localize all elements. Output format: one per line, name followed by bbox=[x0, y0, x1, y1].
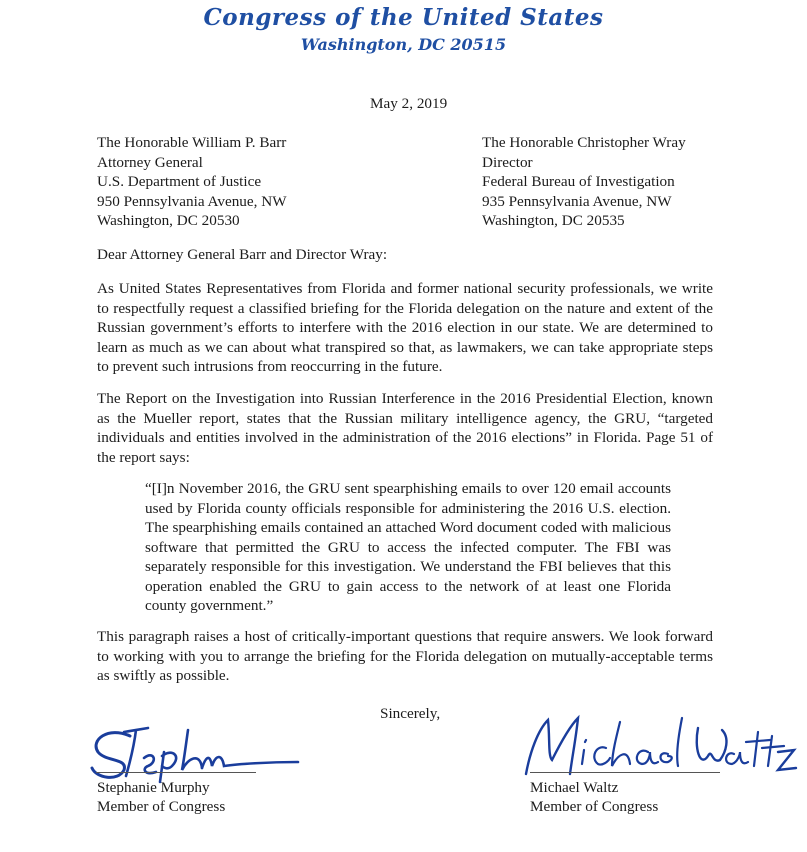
recipient-line: The Honorable Christopher Wray bbox=[482, 134, 686, 151]
letter-date: May 2, 2019 bbox=[370, 95, 448, 112]
signature-waltz bbox=[508, 708, 800, 788]
recipient-block-right bbox=[482, 133, 686, 231]
body-paragraph-2: The Report on the Investigation into Russian Interference in the 2016 Presidential Election, known as the Mueller report, states that the Russian military intelligence agency, the GRU, “targeted individuals and entities involved in the administration of the 2016 elections” in Florida. Page 51 of the report says: bbox=[97, 390, 713, 466]
body-paragraph-1: As United States Representatives from Florida and former national security professionals, we write to respectfully request a classified briefing for the Florida delegation on the nature and extent of the Russian government’s efforts to interfere with the 2016 election in our state. We are determined to learn as much as we can about what transpired so that, as lawmakers, we can take appropriate steps to prevent such intrusions from reoccurring in the future. bbox=[97, 280, 713, 375]
signature-line-waltz bbox=[530, 772, 720, 773]
recipient-line: The Honorable William P. Barr bbox=[97, 134, 287, 151]
signatory-name-murphy: Stephanie Murphy bbox=[97, 779, 210, 796]
recipient-line: U.S. Department of Justice bbox=[97, 173, 262, 190]
signatory-name-waltz: Michael Waltz bbox=[530, 779, 619, 796]
recipient-line: 950 Pennsylvania Avenue, NW bbox=[97, 192, 287, 210]
recipient-line: Washington, DC 20535 bbox=[482, 212, 625, 229]
salutation: Dear Attorney General Barr and Director Wray: bbox=[97, 246, 388, 263]
recipient-line: Federal Bureau of Investigation bbox=[482, 173, 675, 190]
signoff: Sincerely, bbox=[380, 705, 441, 722]
recipient-line: Washington, DC 20530 bbox=[97, 212, 240, 229]
block-quote: “[I]n November 2016, the GRU sent spearphishing emails to over 120 email accounts used by Florida county officials responsible for administering the 2016 U.S. election. The spearphishing emails contained an attached Word document coded with malicious software that permitted the GRU to access the infected computer. The FBI was separately responsible for this investigation. We understand the FBI believes that this operation enabled the GRU to gain access to the network of at least one Florida county government.” bbox=[145, 480, 671, 614]
letterhead-subtitle: Washington, DC 20515 bbox=[300, 35, 507, 54]
signature-line-murphy bbox=[96, 772, 256, 773]
recipient-line: 935 Pennsylvania Avenue, NW bbox=[482, 192, 672, 210]
closing-paragraph: This paragraph raises a host of critically-important questions that require answers. We look forward to working with you to arrange the briefing for the Florida delegation on mutually-acceptable terms as swiftly as possible. bbox=[97, 628, 713, 684]
recipient-line: Attorney General bbox=[97, 153, 203, 171]
letterhead-title: Congress of the United States bbox=[203, 4, 604, 31]
recipient-block-left bbox=[97, 133, 287, 231]
signature-murphy bbox=[88, 722, 308, 784]
signatory-title-murphy: Member of Congress bbox=[97, 798, 226, 815]
signatory-title-waltz: Member of Congress bbox=[530, 798, 659, 815]
recipient-line: Director bbox=[482, 153, 533, 171]
